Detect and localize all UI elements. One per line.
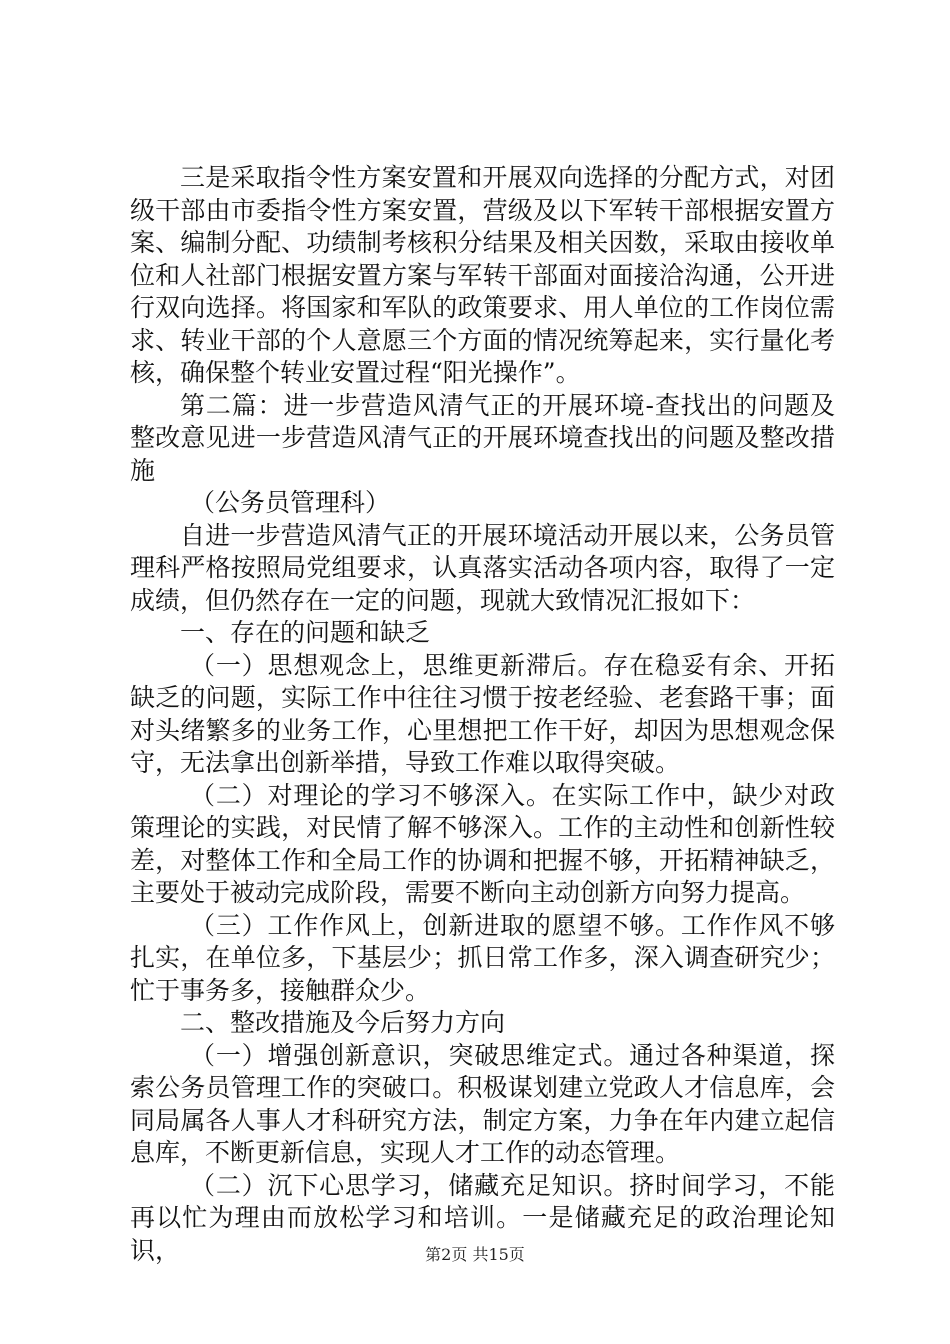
paragraph-problem-two: （二）对理论的学习不够深入。在实际工作中，缺少对政策理论的实践，对民情了解不够深入。工作的主动性和创新性较差，对整体工作和全局工作的协调和把握不够，开拓精神缺乏，主要处于被动完成阶段，需要不断向主动创新方向努力提高。 bbox=[130, 780, 835, 907]
page-number-label: 第2页 共15页 bbox=[425, 1245, 525, 1264]
paragraph-measure-one: （一）增强创新意识，突破思维定式。通过各种渠道，探索公务员管理工作的突破口。积极谋划建立党政人才信息库，会同局属各人事人才科研究方法，制定方案，力争在年内建立起信息库，不断更新信息，实现人才工作的动态管理。 bbox=[130, 1040, 835, 1167]
paragraph-intro: 自进一步营造风清气正的开展环境活动开展以来，公务员管理科严格按照局党组要求，认真落实活动各项内容，取得了一定成绩，但仍然存在一定的问题，现就大致情况汇报如下： bbox=[130, 520, 835, 615]
page-footer bbox=[0, 1245, 950, 1265]
paragraph-department: （公务员管理科） bbox=[190, 488, 391, 517]
paragraph-measure-two: （二）沉下心思学习，储藏充足知识。挤时间学习，不能再以忙为理由而放松学习和培训。一是储藏充足的政治理论知识， bbox=[130, 1170, 835, 1265]
heading-problems: 一、存在的问题和缺乏 bbox=[180, 618, 431, 647]
paragraph-section-two-title: 第二篇：进一步营造风清气正的开展环境-查找出的问题及整改意见进一步营造风清气正的开展环境查找出的问题及整改措施 bbox=[130, 390, 835, 485]
paragraph-assignment-method: 三是采取指令性方案安置和开展双向选择的分配方式，对团级干部由市委指令性方案安置，营级及以下军转干部根据安置方案、编制分配、功绩制考核积分结果及相关因数，采取由接收单位和人社部门根据安置方案与军转干部面对面接洽沟通，公开进行双向选择。将国家和军队的政策要求、用人单位的工作岗位需求、转业干部的个人意愿三个方面的情况统筹起来，实行量化考核，确保整个转业安置过程“阳光操作”。 bbox=[130, 163, 835, 387]
document-body bbox=[130, 162, 835, 1267]
paragraph-problem-one: （一）思想观念上，思维更新滞后。存在稳妥有余、开拓缺乏的问题，实际工作中往往习惯于按老经验、老套路干事；面对头绪繁多的业务工作，心里想把工作干好，却因为思想观念保守，无法拿出创新举措，导致工作难以取得突破。 bbox=[130, 650, 835, 777]
paragraph-problem-three: （三）工作作风上，创新进取的愿望不够。工作作风不够扎实，在单位多，下基层少；抓日常工作多，深入调查研究少；忙于事务多，接触群众少。 bbox=[130, 910, 835, 1005]
heading-measures: 二、整改措施及今后努力方向 bbox=[180, 1008, 506, 1037]
